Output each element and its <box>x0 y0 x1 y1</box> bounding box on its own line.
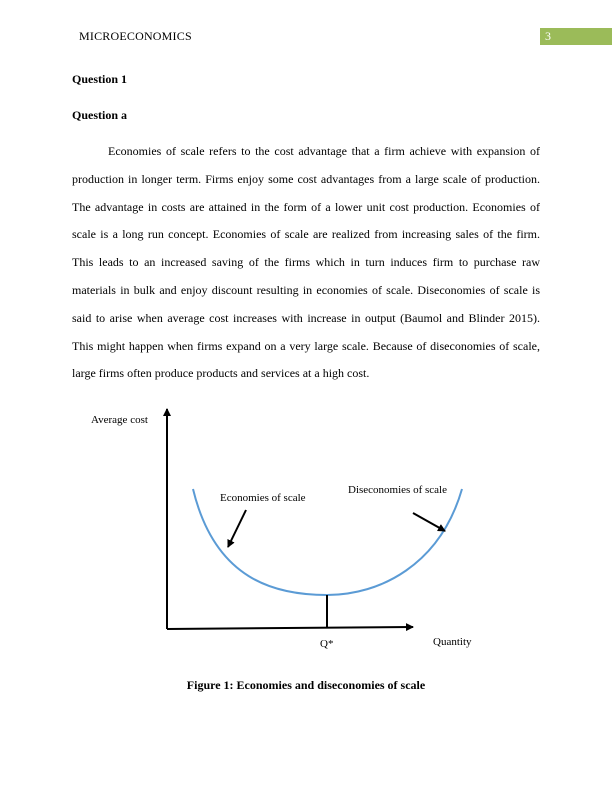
figure-caption: Figure 1: Economies and diseconomies of scale <box>186 678 426 692</box>
y-axis-label: Average cost <box>91 414 148 426</box>
x-axis <box>167 627 413 629</box>
body-paragraph: Economies of scale refers to the cost advantage that a firm achieve with expansion of production in longer term. Firms enjoy some cost advantages from a large scale of production. The advantage in costs are attained in the form of a lower unit cost production. Economies of scale is a long run concept. Economies of scale are realized from increasing sales of the firm. This leads to an increased saving of the firms which in turn induces firm to purchase raw materials in bulk and enjoy discount resulting in economies of scale. Diseconomies of scale is said to arise when average cost increases with increase in output (Baumol and Blinder 2015). This might happen when firms expand on a very large scale. Because of diseconomies of scale, large firms often produce products and services at a high cost. <box>72 144 540 381</box>
x-axis-label: Quantity <box>433 636 472 648</box>
economies-arrow <box>228 510 246 547</box>
sub-heading: Question a <box>72 108 128 122</box>
diseconomies-label: Diseconomies of scale <box>348 484 447 496</box>
question-heading: Question 1 <box>72 72 128 86</box>
page-number: 3 <box>540 28 612 45</box>
cost-curve-figure <box>0 395 612 665</box>
diseconomies-arrow <box>413 513 445 531</box>
running-head: MICROECONOMICS <box>79 29 192 43</box>
economies-label: Economies of scale <box>220 492 306 504</box>
average-cost-curve <box>193 489 462 595</box>
q-star-label: Q* <box>320 638 334 650</box>
